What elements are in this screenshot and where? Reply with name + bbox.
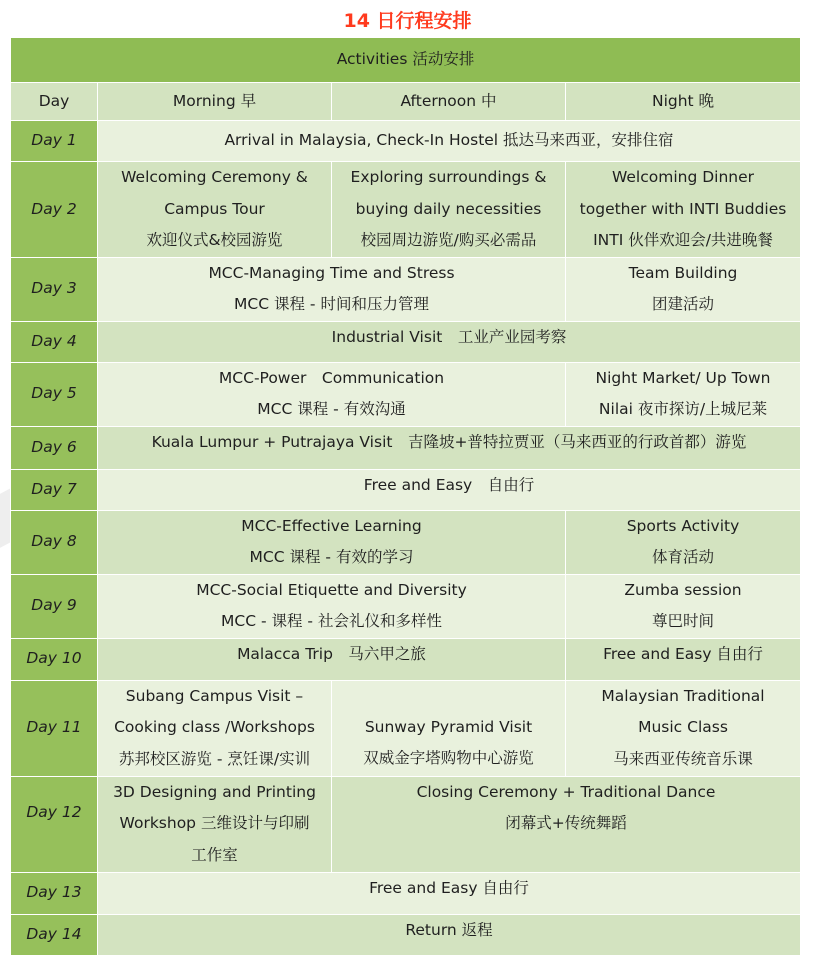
day-label: Day 2 [11,162,98,258]
page-title: 14 日行程安排 [343,10,472,32]
night-activity: Night Market/ Up Town Nilai 夜市探访/上城尼莱 [566,362,801,426]
all-day-activity: Industrial Visit 工业产业园考察 [98,321,801,362]
schedule-row [11,257,801,321]
morning-activity: 3D Designing and Printing Workshop 三维设计与印刷 工作室 [98,776,332,872]
afternoon-activity: Sunway Pyramid Visit 双威金字塔购物中心游览 [332,680,566,776]
morning-column-header: Morning 早 [98,83,332,121]
schedule-row [11,638,801,680]
daytime-activity: MCC-Power Communication MCC 课程 - 有效沟通 [98,362,566,426]
all-day-activity: Arrival in Malaysia, Check-In Hostel 抵达马来西亚，安排住宿 [98,121,801,162]
day-label: Day 9 [11,574,98,638]
daytime-activity: Malacca Trip 马六甲之旅 [98,638,566,680]
all-day-activity: Return 返程 [98,914,801,955]
night-activity: Malaysian Traditional Music Class 马来西亚传统音乐课 [566,680,801,776]
daytime-activity: MCC-Managing Time and Stress MCC 课程 - 时间和压力管理 [98,257,566,321]
night-activity: Free and Easy 自由行 [566,638,801,680]
day-label: Day 3 [11,257,98,321]
night-activity: Team Building 团建活动 [566,257,801,321]
schedule-table [10,37,801,956]
afternoon-night-activity: Closing Ceremony + Traditional Dance 闭幕式+传统舞蹈 [332,776,801,872]
afternoon-activity: Exploring surroundings & buying daily necessities 校园周边游览/购买必需品 [332,162,566,258]
schedule-row [11,680,801,776]
schedule-row [11,321,801,362]
day-label: Day 1 [11,121,98,162]
all-day-activity: Kuala Lumpur + Putrajaya Visit 吉隆坡+普特拉贾亚（马来西亚的行政首都）游览 [98,426,801,469]
all-day-activity: Free and Easy 自由行 [98,469,801,510]
day-label: Day 14 [11,914,98,955]
night-column-header: Night 晚 [566,83,801,121]
activities-header: Activities 活动安排 [11,38,801,83]
schedule-row [11,121,801,162]
night-activity: Welcoming Dinner together with INTI Buddies INTI 伙伴欢迎会/共进晚餐 [566,162,801,258]
schedule-row [11,162,801,258]
schedule-row [11,426,801,469]
day-label: Day 13 [11,872,98,914]
morning-activity: Subang Campus Visit – Cooking class /Workshops 苏邦校区游览 - 烹饪课/实训 [98,680,332,776]
schedule-row [11,872,801,914]
day-label: Day 8 [11,510,98,574]
daytime-activity: MCC-Effective Learning MCC 课程 - 有效的学习 [98,510,566,574]
day-label: Day 5 [11,362,98,426]
daytime-activity: MCC-Social Etiquette and Diversity MCC - 课程 - 社会礼仪和多样性 [98,574,566,638]
schedule-row [11,469,801,510]
schedule-row [11,914,801,955]
schedule-row [11,510,801,574]
day-label: Day 10 [11,638,98,680]
day-label: Day 11 [11,680,98,776]
morning-activity: Welcoming Ceremony & Campus Tour 欢迎仪式&校园游览 [98,162,332,258]
day-label: Day 4 [11,321,98,362]
day-label: Day 7 [11,469,98,510]
schedule-row [11,574,801,638]
day-column-header: Day [11,83,98,121]
night-activity: Zumba session 尊巴时间 [566,574,801,638]
schedule-row [11,362,801,426]
day-label: Day 12 [11,776,98,872]
afternoon-column-header: Afternoon 中 [332,83,566,121]
all-day-activity: Free and Easy 自由行 [98,872,801,914]
night-activity: Sports Activity 体育活动 [566,510,801,574]
schedule-row [11,776,801,872]
day-label: Day 6 [11,426,98,469]
